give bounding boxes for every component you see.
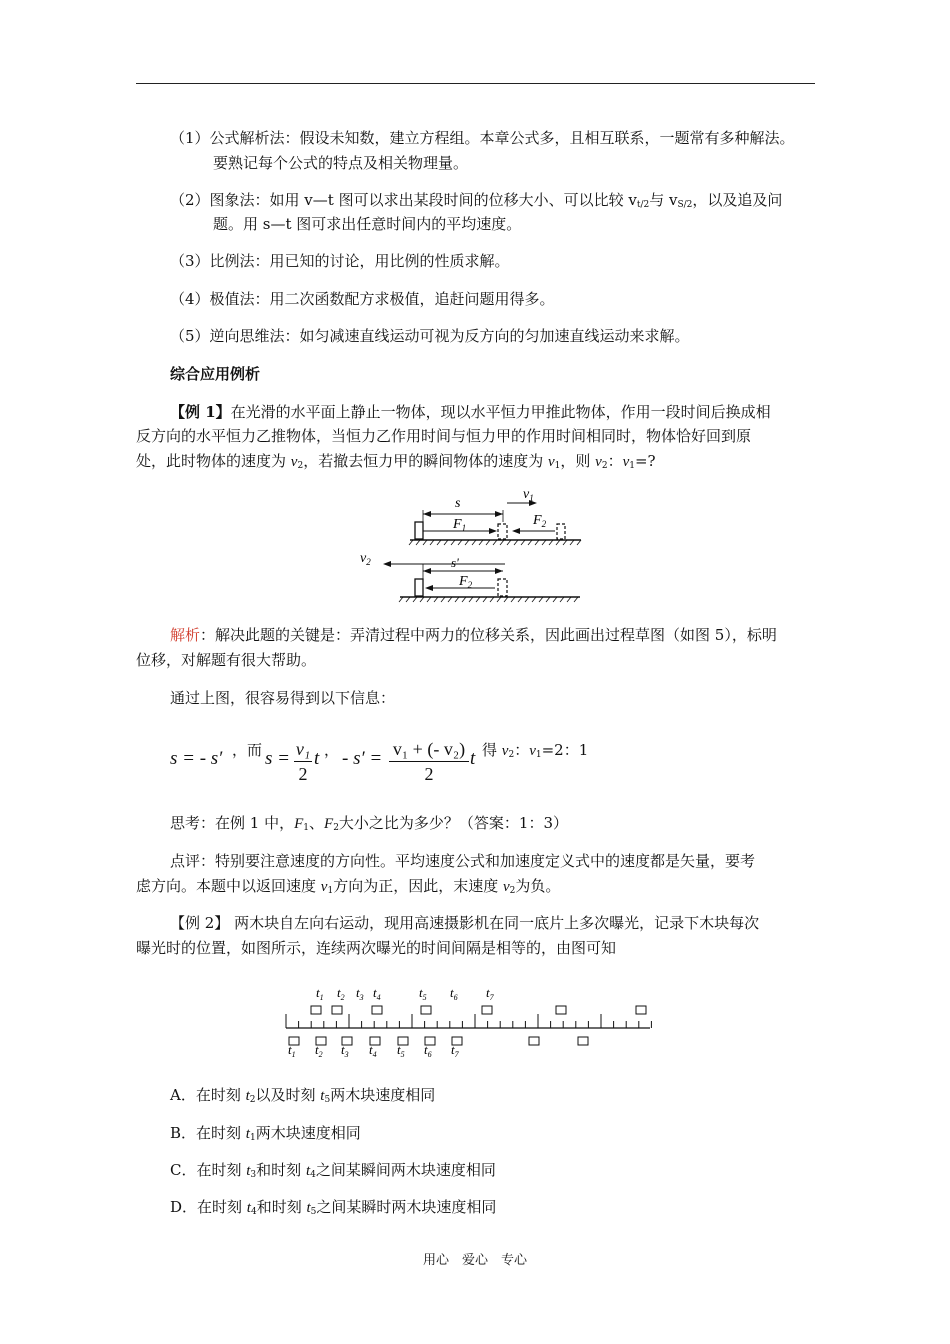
- bottom-block: [578, 1037, 588, 1045]
- formula-comma-1: ，而: [232, 741, 263, 759]
- label-f2-bottom: $F_2$: [459, 574, 473, 590]
- bottom-time-label: $t_3$: [341, 1042, 349, 1059]
- ex1-line-1: 【例 1】在光滑的水平面上静止一物体，现以水平恒力甲推此物体，作用一段时间后换成相: [170, 403, 771, 421]
- top-block: [556, 1006, 566, 1014]
- fraction-sum-over-2: v₁ + (- v₂) 2: [389, 738, 469, 785]
- header-rule: [136, 83, 815, 84]
- option-a[interactable]: A．在时刻 $t_2$以及时刻 $t_5$两木块速度相同: [170, 1086, 436, 1105]
- comment-line-1: 点评：特别要注意速度的方向性。平均速度公式和加速度定义式中的速度都是矢量，要考: [170, 852, 756, 870]
- ex1-line-3: 处，此时物体的速度为 $v_2$，若撤去恒力甲的瞬间物体的速度为 $v_1$，则 $v_2$：$v_1=$?: [136, 452, 656, 471]
- formula-comma-2: ，: [324, 741, 340, 759]
- method-2-line-1: （2）图象法：如用 v—t 图可以求出某段时间的位移大小、可以比较 $v_{t/2}$与 $v_{S/2}$，以及追及问: [170, 191, 783, 210]
- option-d[interactable]: D．在时刻 $t_4$和时刻 $t_5$之间某瞬时两木块速度相同: [170, 1198, 497, 1217]
- block-mid: [498, 524, 507, 539]
- label-v2: $v_2$: [360, 551, 371, 567]
- analysis-line-1: 解析：解决此题的关键是：弄清过程中两力的位移关系，因此画出过程草图（如图 5），标明: [170, 626, 777, 644]
- top-block: [332, 1006, 342, 1014]
- method-4: （4）极值法：用二次函数配方求极值，追赶问题用得多。: [170, 290, 555, 308]
- top-block: [311, 1006, 321, 1014]
- top-block: [421, 1006, 431, 1014]
- think-line: 思考：在例 1 中，$F_1$、$F_2$大小之比为多少？（答案：1：3）: [170, 814, 569, 833]
- bottom-time-label: $t_2$: [315, 1042, 323, 1059]
- block-return: [415, 579, 423, 596]
- bottom-time-label: $t_1$: [288, 1042, 296, 1059]
- ex1-line-2: 反方向的水平恒力乙推物体，当恒力乙作用时间与恒力甲的作用时间相同时，物体恰好回到原: [136, 427, 752, 445]
- method-3: （3）比例法：用已知的讨论，用比例的性质求解。: [170, 252, 510, 270]
- formula-part-3-lhs: - s′ =: [342, 748, 383, 769]
- strobe-timeline: [280, 982, 660, 1062]
- formula-t-1: t: [314, 748, 320, 769]
- method-1-line-2: 要熟记每个公式的特点及相关物理量。: [213, 154, 469, 172]
- option-c[interactable]: C．在时刻 $t_3$和时刻 $t_4$之间某瞬间两木块速度相同: [170, 1161, 496, 1180]
- top-block: [636, 1006, 646, 1014]
- top-time-label: $t_3$: [356, 985, 364, 1002]
- top-time-label: $t_1$: [316, 985, 324, 1002]
- bottom-time-label: $t_4$: [369, 1042, 377, 1059]
- comment-line-2: 虑方向。本题中以返回速度 $v_1$方向为正，因此，末速度 $v_2$为负。: [136, 877, 561, 896]
- label-s: s: [455, 496, 461, 511]
- label-f1: $F_1$: [453, 517, 467, 533]
- ex2-line-1: 【例 2】 两木块自左向右运动，现用高速摄影机在同一底片上多次曝光，记录下木块每次: [170, 914, 760, 932]
- force-diagram: [355, 484, 595, 604]
- footer: 用心 爱心 专心: [422, 1253, 527, 1268]
- label-s-prime: s': [451, 555, 459, 570]
- top-time-label: $t_6$: [450, 985, 458, 1002]
- label-f2-top: $F_2$: [533, 513, 547, 529]
- method-1-line-1: （1）公式解析法：假设未知数，建立方程组。本章公式多，且相互联系，一题常有多种解法。: [170, 129, 795, 147]
- block-end: [557, 524, 565, 539]
- bottom-time-label: $t_6$: [424, 1042, 432, 1059]
- block-turn: [498, 579, 507, 596]
- bottom-time-label: $t_5$: [397, 1042, 405, 1059]
- option-b[interactable]: B．在时刻 $t_1$两木块速度相同: [170, 1124, 361, 1143]
- top-time-label: $t_5$: [419, 985, 427, 1002]
- top-block: [372, 1006, 382, 1014]
- analysis-line-2: 位移，对解题有很大帮助。: [136, 651, 317, 669]
- method-5: （5）逆向思维法：如匀减速直线运动可视为反方向的匀加速直线运动来求解。: [170, 327, 690, 345]
- top-block: [482, 1006, 492, 1014]
- formula-t-2: t: [470, 748, 476, 769]
- top-time-label: $t_7$: [486, 985, 494, 1002]
- block-start: [415, 522, 423, 539]
- formula-part-1: s = - s′: [170, 748, 223, 769]
- bottom-time-label: $t_7$: [451, 1042, 459, 1059]
- method-2-line-2: 题。用 s—t 图可求出任意时间内的平均速度。: [213, 215, 522, 233]
- label-v1: $v_1$: [523, 487, 534, 503]
- top-time-label: $t_2$: [337, 985, 345, 1002]
- section-title: 综合应用例析: [170, 365, 261, 383]
- formula-result: 得 $v_2$：$v_1=2$：1: [482, 741, 589, 760]
- top-time-label: $t_4$: [373, 985, 381, 1002]
- fraction-v1-over-2: v₁ 2: [295, 739, 311, 784]
- formula-part-2-lhs: s =: [265, 748, 290, 769]
- info-line: 通过上图，很容易得到以下信息：: [170, 689, 396, 707]
- ex2-line-2: 曝光时的位置，如图所示，连续两次曝光的时间间隔是相等的，由图可知: [136, 939, 617, 957]
- bottom-block: [529, 1037, 539, 1045]
